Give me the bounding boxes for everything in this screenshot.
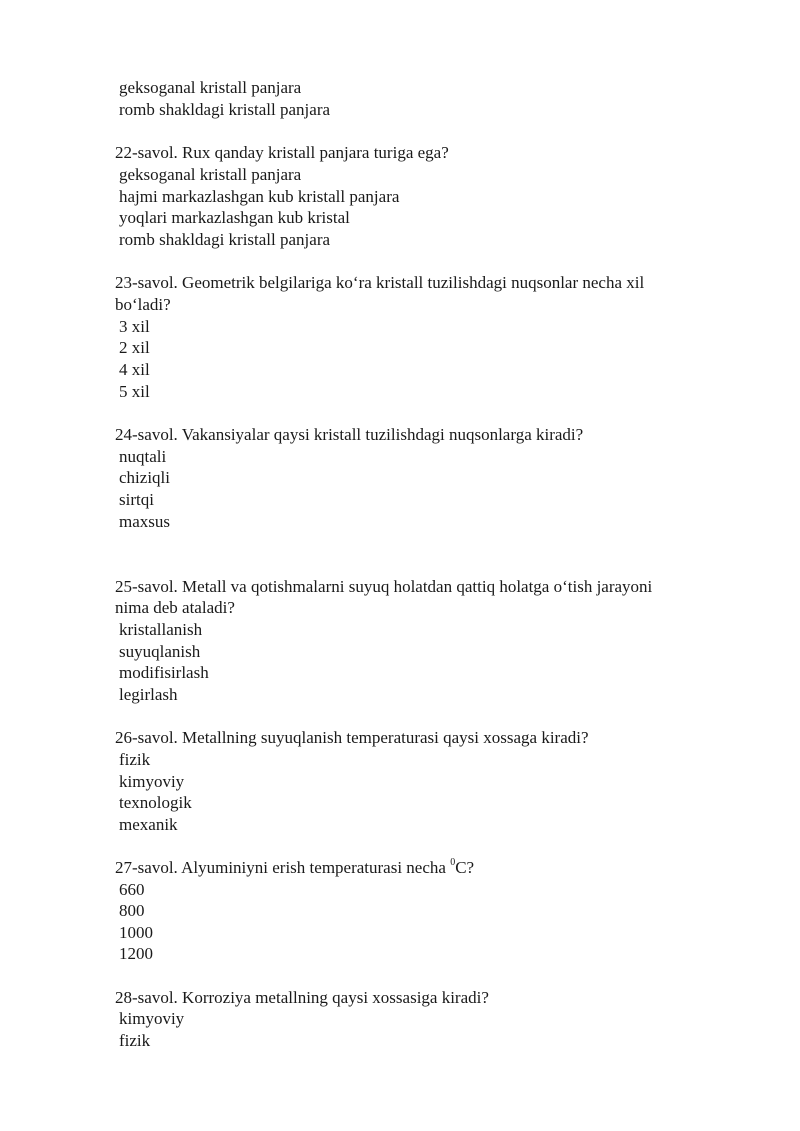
option-item: legirlash: [119, 685, 178, 704]
question-28-title: 28-savol. Korroziya metallning qaysi xossasiga kiradi?: [115, 988, 489, 1007]
option-item: kimyoviy: [119, 1009, 185, 1028]
question-23-title: 23-savol. Geometrik belgilariga ko‘ra kristall tuzilishdagi nuqsonlar necha xil: [115, 273, 645, 292]
option-item: fizik: [119, 750, 151, 769]
degree-superscript: 0: [450, 857, 456, 869]
question-23-title-cont: bo‘ladi?: [115, 295, 171, 314]
option-item: fizik: [119, 1031, 151, 1050]
question-25-title: 25-savol. Metall va qotishmalarni suyuq holatdan qattiq holatga o‘tish jarayoni: [115, 577, 653, 596]
option-item: romb shakldagi kristall panjara: [119, 100, 331, 119]
option-item: sirtqi: [119, 490, 154, 509]
option-item: kristallanish: [119, 620, 203, 639]
option-item: 660: [119, 880, 145, 899]
question-26-title: 26-savol. Metallning suyuqlanish temperaturasi qaysi xossaga kiradi?: [115, 728, 589, 747]
option-item: 2 xil: [119, 338, 150, 357]
option-item: 4 xil: [119, 360, 150, 379]
option-item: geksoganal kristall panjara: [119, 78, 302, 97]
option-item: chiziqli: [119, 468, 170, 487]
question-27-title: [115, 857, 474, 879]
option-item: nuqtali: [119, 447, 167, 466]
option-item: maxsus: [119, 512, 170, 531]
option-item: 800: [119, 901, 145, 920]
option-item: 1200: [119, 944, 153, 963]
option-item: hajmi markazlashgan kub kristall panjara: [119, 187, 400, 206]
option-item: 1000: [119, 923, 153, 942]
question-27-unit: C?: [455, 858, 475, 877]
option-item: 3 xil: [119, 317, 150, 336]
option-item: modifisirlash: [119, 663, 209, 682]
question-25-title-cont: nima deb ataladi?: [115, 598, 235, 617]
option-item: romb shakldagi kristall panjara: [119, 230, 331, 249]
option-item: kimyoviy: [119, 772, 185, 791]
question-22-title: 22-savol. Rux qanday kristall panjara turiga ega?: [115, 143, 449, 162]
option-item: mexanik: [119, 815, 178, 834]
option-item: texnologik: [119, 793, 192, 812]
question-27-text: 27-savol. Alyuminiyni erish temperaturasi necha: [115, 858, 451, 877]
option-item: suyuqlanish: [119, 642, 201, 661]
option-item: geksoganal kristall panjara: [119, 165, 302, 184]
option-item: 5 xil: [119, 382, 150, 401]
question-24-title: 24-savol. Vakansiyalar qaysi kristall tuzilishdagi nuqsonlarga kiradi?: [115, 425, 584, 444]
option-item: yoqlari markazlashgan kub kristal: [119, 208, 350, 227]
